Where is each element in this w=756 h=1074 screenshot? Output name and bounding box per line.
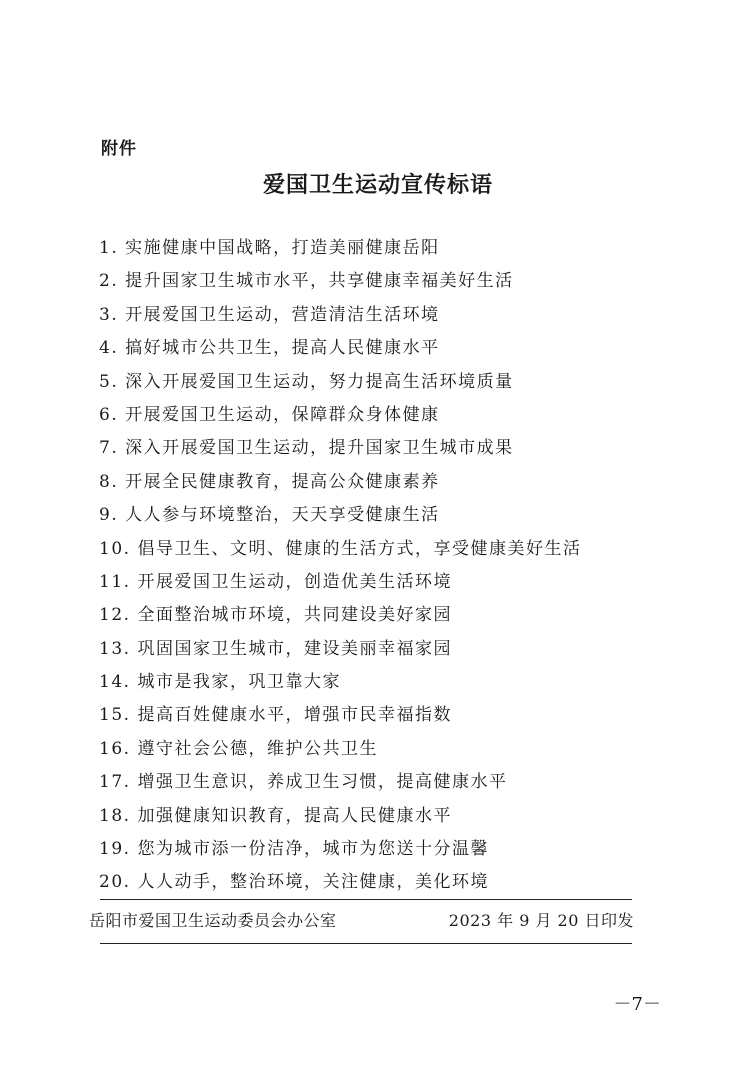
attachment-label: 附件	[101, 139, 137, 159]
slogan-item: 4. 搞好城市公共卫生，提高人民健康水平	[99, 338, 440, 359]
slogan-item: 13. 巩固国家卫生城市，建设美丽幸福家园	[99, 638, 452, 659]
footer-issuer: 岳阳市爱国卫生运动委员会办公室	[89, 911, 337, 930]
slogan-item: 9. 人人参与环境整治，天天享受健康生活	[99, 505, 440, 526]
footer-print-date: 2023 年 9 月 20 日印发	[448, 911, 634, 930]
slogan-item: 1. 实施健康中国战略，打造美丽健康岳阳	[99, 238, 440, 258]
slogan-item: 6. 开展爱国卫生运动，保障群众身体健康	[99, 404, 440, 425]
footer-top-divider	[100, 899, 632, 900]
slogan-item: 16. 遵守社会公德，维护公共卫生	[99, 738, 378, 759]
footer-bottom-divider	[100, 943, 632, 944]
slogan-item: 20. 人人动手，整治环境，关注健康，美化环境	[99, 872, 489, 893]
slogan-item: 8. 开展全民健康教育，提高公众健康素养	[99, 471, 440, 492]
slogan-item: 19. 您为城市添一份洁净，城市为您送十分温馨	[99, 839, 489, 860]
slogan-item: 5. 深入开展爱国卫生运动，努力提高生活环境质量	[99, 371, 514, 392]
slogan-item: 15. 提高百姓健康水平，增强市民幸福指数	[99, 705, 452, 726]
slogan-item: 14. 城市是我家，巩卫靠大家	[99, 672, 341, 693]
document-title: 爱国卫生运动宣传标语	[262, 173, 493, 198]
slogan-item: 18. 加强健康知识教育，提高人民健康水平	[99, 805, 452, 826]
slogan-list	[99, 232, 581, 900]
slogan-item: 17. 增强卫生意识，养成卫生习惯，提高健康水平	[99, 772, 508, 793]
slogan-item: 7. 深入开展爱国卫生运动，提升国家卫生城市成果	[99, 438, 514, 459]
slogan-item: 3. 开展爱国卫生运动，营造清洁生活环境	[99, 304, 440, 325]
slogan-item: 10. 倡导卫生、文明、健康的生活方式，享受健康美好生活	[99, 538, 582, 559]
slogan-item: 11. 开展爱国卫生运动，创造优美生活环境	[99, 571, 452, 592]
slogan-item: 12. 全面整治城市环境，共同建设美好家园	[99, 605, 452, 626]
page-number: －7－	[613, 994, 661, 1015]
slogan-item: 2. 提升国家卫生城市水平，共享健康幸福美好生活	[99, 271, 514, 292]
